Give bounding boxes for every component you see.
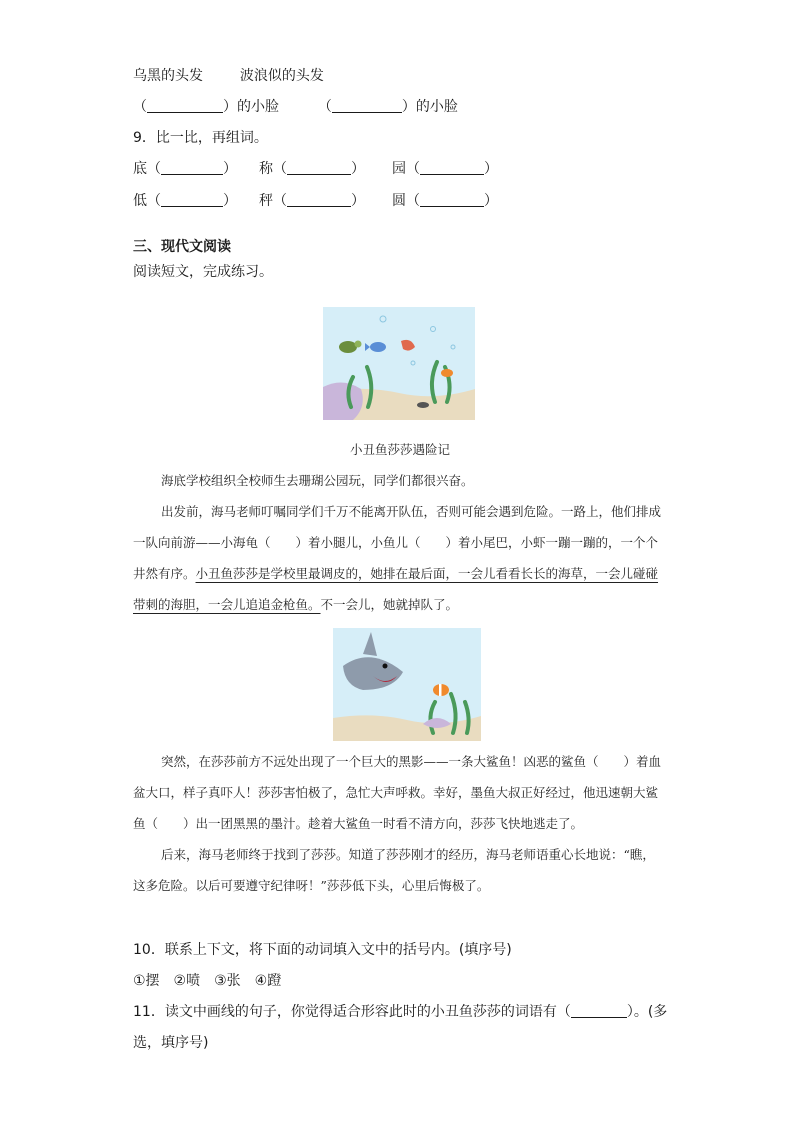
- clownfish-icon: [433, 684, 449, 696]
- answer-blank[interactable]: [287, 160, 351, 175]
- q11-line-2: 选，填序号): [133, 1035, 209, 1051]
- answer-blank[interactable]: [571, 1003, 627, 1018]
- q9-row1-item2: 称（ ）: [259, 161, 365, 177]
- ocean-illustration: [323, 307, 475, 420]
- phrase-b: 波浪似的头发: [239, 68, 324, 84]
- answer-blank[interactable]: [420, 160, 484, 175]
- answer-blank[interactable]: [161, 192, 223, 207]
- answer-blank[interactable]: [287, 192, 351, 207]
- q9-row1-item1: 底（ ）: [133, 161, 237, 177]
- q9-row1-item3: 园（ ）: [392, 161, 498, 177]
- q11-line-1: 11．读文中画线的句子，你觉得适合形容此时的小丑鱼莎莎的词语有（ ）。(多: [133, 1004, 668, 1020]
- shell-icon: [417, 402, 429, 408]
- story-paragraph-3: 突然，在莎莎前方不远处出现了一个巨大的黑影——一条大鲨鱼！凶恶的鲨鱼（ ）着血盆大口，样子真吓人！莎莎害怕极了，急忙大声呼救。幸好，墨鱼大叔正好经过，他迅速朝大鲨鱼（ ）出一团黑黑的墨汁。趁着大鲨鱼一时看不清方向，莎莎飞快地逃走了。: [133, 754, 662, 831]
- underlined-sentence: 小丑鱼莎莎是学校里最调皮的，她排在最后面，一会儿看看长长的海草，一会儿碰碰带刺的海胆，一会儿追追金枪鱼。: [133, 566, 659, 612]
- story-paragraph-1: 海底学校组织全校师生去珊瑚公园玩，同学们都很兴奋。: [161, 473, 474, 488]
- phrase-suffix: 的小脸: [237, 99, 279, 115]
- story-body-1: [133, 465, 667, 620]
- q9-row2-item3: 圆（ ）: [392, 193, 498, 209]
- answer-blank[interactable]: [420, 192, 484, 207]
- story-title: 小丑鱼莎莎遇险记: [349, 442, 450, 457]
- q9-row2-item1: 低（ ）: [133, 193, 237, 209]
- shark-illustration: [333, 628, 481, 741]
- q10-options: ①摆 ②喷 ③张 ④蹬: [133, 973, 282, 989]
- q10-title: 10．联系上下文，将下面的动词填入文中的括号内。(填序号): [133, 942, 512, 958]
- section-instruction: 阅读短文，完成练习。: [133, 264, 273, 280]
- story-paragraph-4: 后来，海马老师终于找到了莎莎。知道了莎莎刚才的经历，海马老师语重心长地说：“瞧，这多危险。以后可要遵守纪律呀！”莎莎低下头，心里后悔极了。: [133, 847, 655, 893]
- phrase-a: 乌黑的头发: [133, 68, 203, 84]
- answer-blank[interactable]: [332, 98, 402, 113]
- clownfish-icon: [441, 369, 453, 377]
- q9-title: 9．比一比，再组词。: [133, 130, 268, 146]
- phrase-line-1: [133, 66, 324, 86]
- answer-blank[interactable]: [147, 98, 223, 113]
- q9-row2-item2: 秤（ ）: [259, 193, 365, 209]
- answer-blank[interactable]: [161, 160, 223, 175]
- story-body-2: [133, 746, 667, 901]
- story-paragraph-2: 出发前，海马老师叮嘱同学们千万不能离开队伍，否则可能会遇到危险。一路上，他们排成一队向前游——小海龟（ ）着小腿儿，小鱼儿（ ）着小尾巴，小虾一蹦一蹦的，一个个井然有序。小丑鱼莎莎是学校里最调皮的，她排在最后面，一会儿看看长长的海草，一会儿碰碰带刺的海胆，一会儿追追金枪鱼。不一会儿，她就掉队了。: [133, 504, 662, 612]
- phrase-line-2: （ ）的小脸 （ ）的小脸: [133, 99, 458, 115]
- phrase-suffix: 的小脸: [415, 99, 458, 115]
- section-title: 三、现代文阅读: [133, 239, 231, 255]
